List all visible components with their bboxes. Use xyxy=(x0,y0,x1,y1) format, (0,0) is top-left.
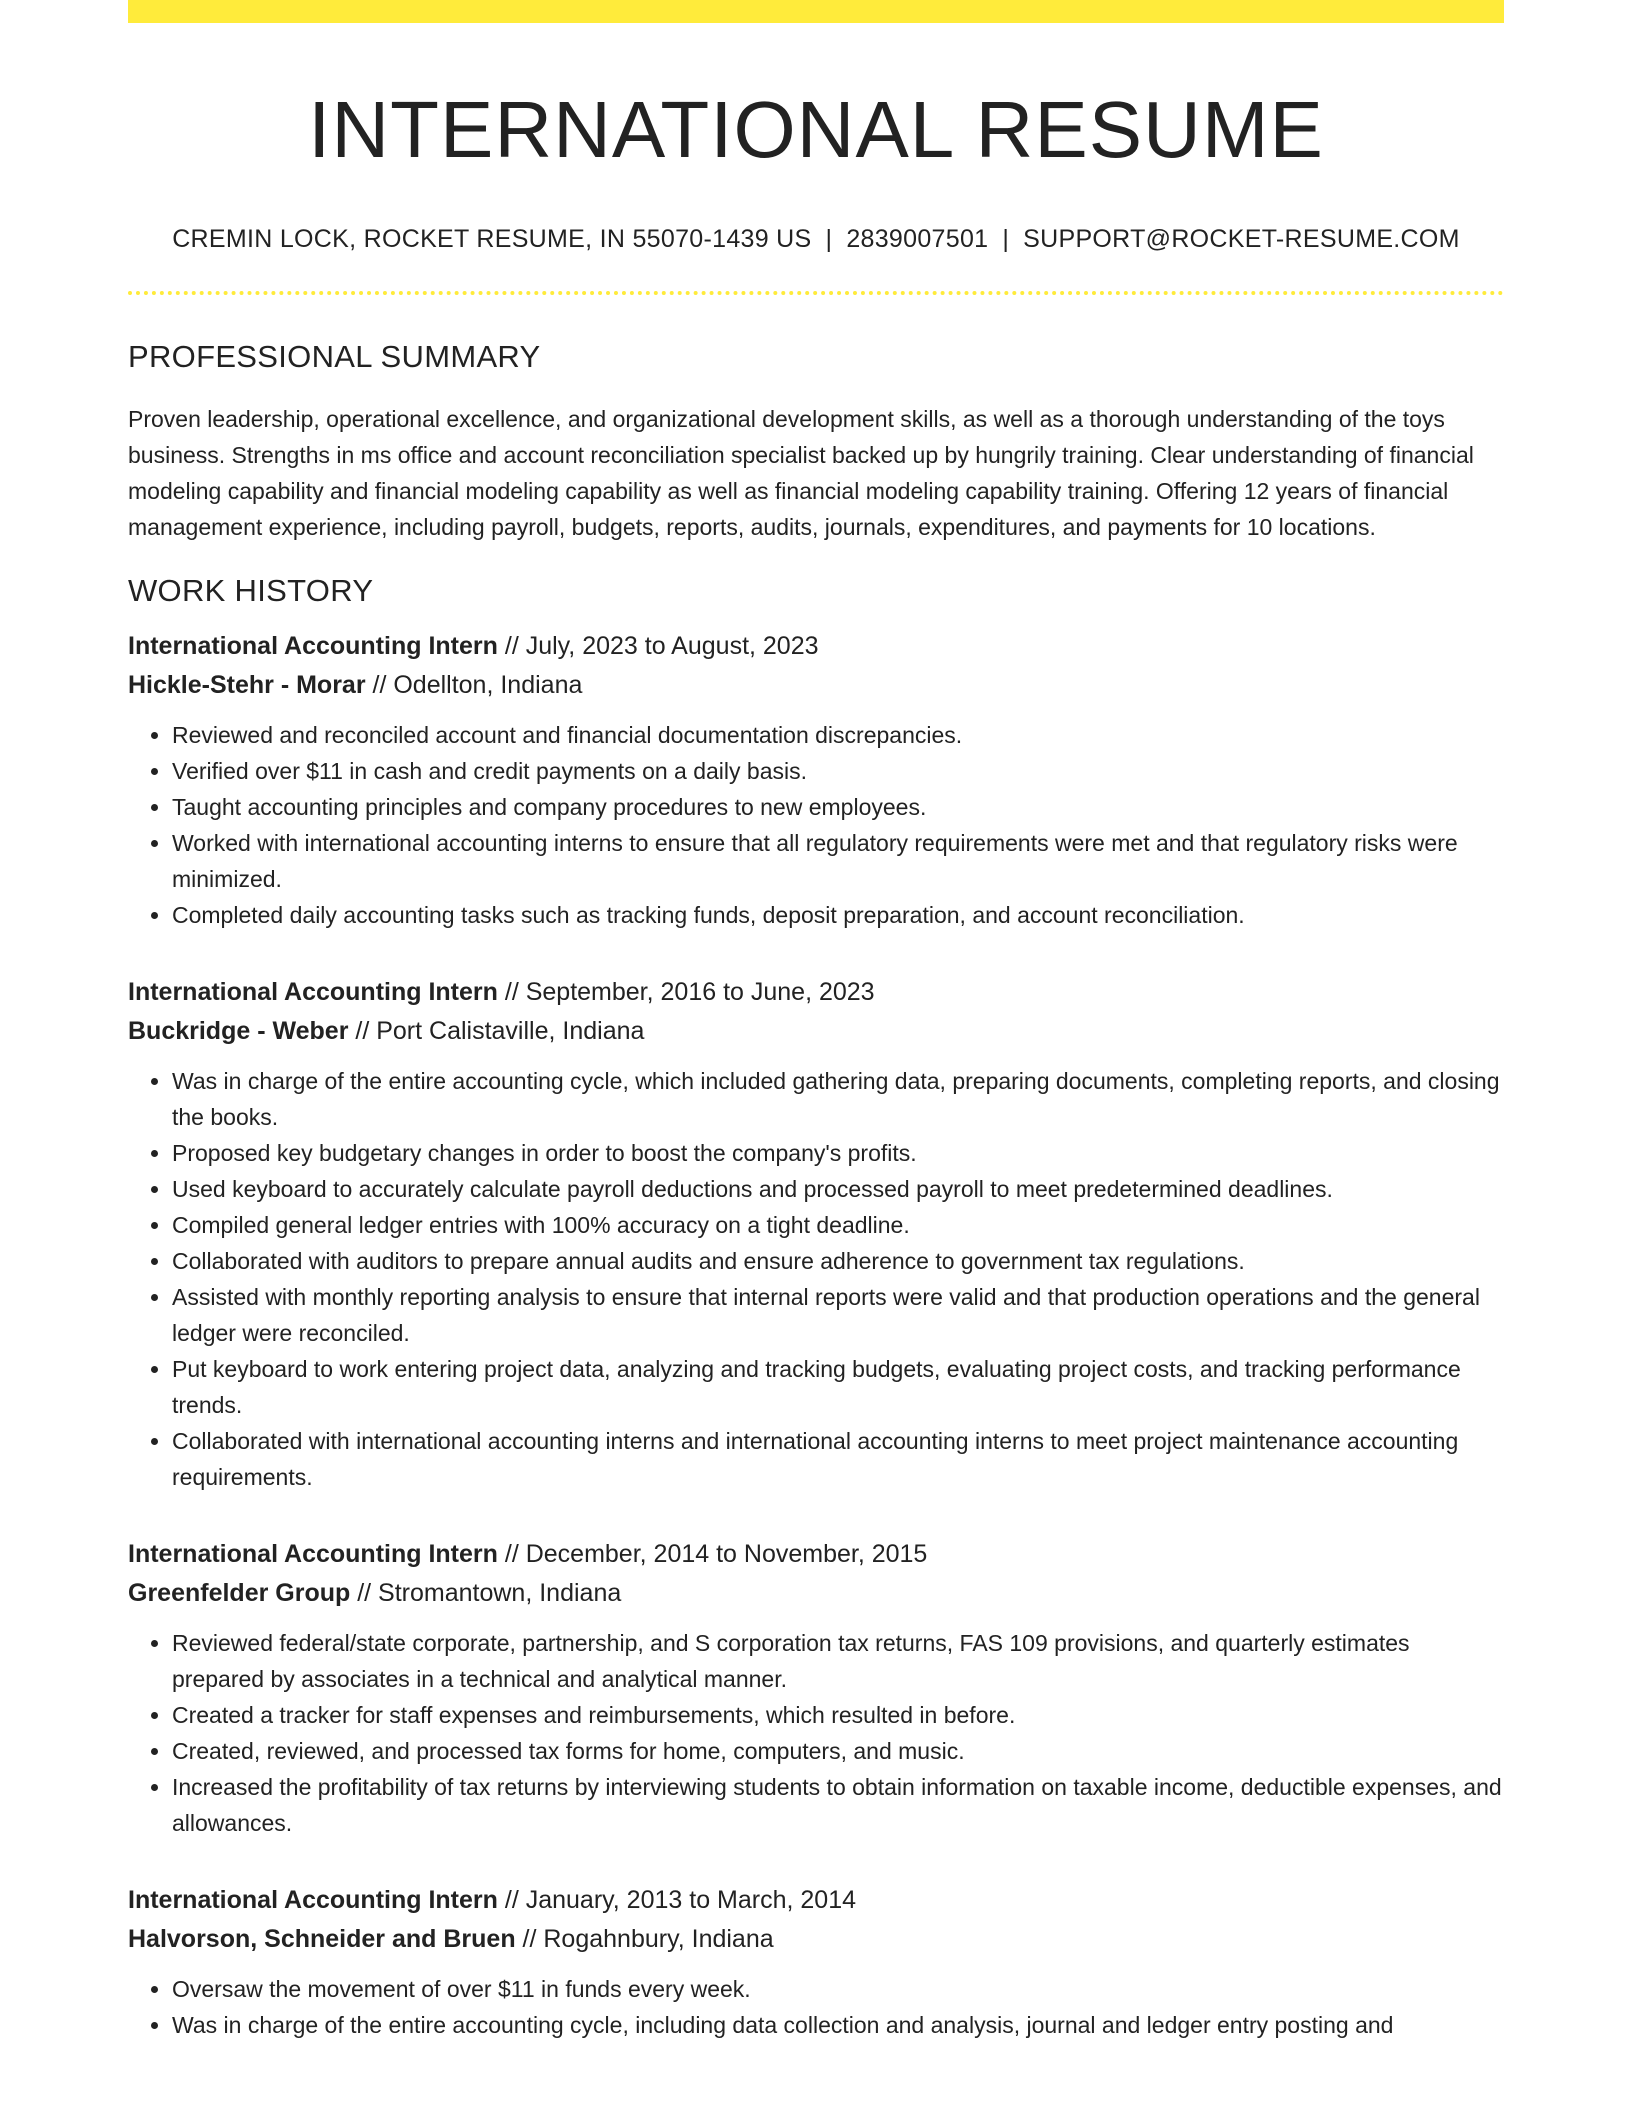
job-bullet: • Used keyboard to accurately calculate payroll deductions and processed payroll to meet predetermined deadlines. xyxy=(172,1171,1504,1207)
job-dates: // January, 2013 to March, 2014 xyxy=(497,1886,857,1914)
job-dates: // September, 2016 to June, 2023 xyxy=(497,978,875,1006)
job-bullet: • Was in charge of the entire accounting cycle, which included gathering data, preparing documents, completing reports, and closing the books. xyxy=(172,1063,1504,1135)
job-bullets xyxy=(128,1625,1504,1841)
job-bullets xyxy=(128,1971,1504,2043)
job-location: // Odellton, Indiana xyxy=(365,671,583,699)
job-location: // Stromantown, Indiana xyxy=(350,1579,622,1607)
job-bullet: • Taught accounting principles and company procedures to new employees. xyxy=(172,789,1504,825)
job-title-line xyxy=(128,1881,1504,1920)
job-entry xyxy=(128,627,1504,933)
job-dates: // December, 2014 to November, 2015 xyxy=(497,1540,928,1568)
job-bullet: • Completed daily accounting tasks such as tracking funds, deposit preparation, and account reconciliation. xyxy=(172,897,1504,933)
job-company-line xyxy=(128,1574,1504,1613)
job-bullet: • Proposed key budgetary changes in order to boost the company's profits. xyxy=(172,1135,1504,1171)
job-entry xyxy=(128,1535,1504,1841)
job-company-line xyxy=(128,1012,1504,1051)
summary-text: Proven leadership, operational excellence, and organizational development skills, as well as a thorough understanding of the toys business. Strengths in ms office and account reconciliation specialist backed up by hungrily training. Clear understanding of financial modeling capability and financial modeling capability as well as financial modeling capability training. Offering 12 years of financial management experience, including payroll, budgets, reports, audits, journals, expenditures, and payments for 10 locations. xyxy=(128,406,1474,540)
job-dates: // July, 2023 to August, 2023 xyxy=(497,632,819,660)
dotted-divider xyxy=(128,291,1504,295)
contact-email[interactable]: SUPPORT@ROCKET-RESUME.COM xyxy=(1023,225,1460,253)
job-bullet: • Oversaw the movement of over $11 in funds every week. xyxy=(172,1971,1504,2007)
job-bullet: • Was in charge of the entire accounting cycle, including data collection and analysis, journal and ledger entry posting and xyxy=(172,2007,1504,2043)
job-company-line xyxy=(128,666,1504,705)
contact-line xyxy=(128,225,1504,254)
job-bullet: • Assisted with monthly reporting analysis to ensure that internal reports were valid and that production operations and the general ledger were reconciled. xyxy=(172,1279,1504,1351)
job-bullet: • Reviewed federal/state corporate, partnership, and S corporation tax returns, FAS 109 provisions, and quarterly estimates prepared by associates in a technical and analytical manner. xyxy=(172,1625,1504,1697)
job-company-line xyxy=(128,1920,1504,1959)
job-bullet: • Compiled general ledger entries with 100% accuracy on a tight deadline. xyxy=(172,1207,1504,1243)
contact-separator: | xyxy=(825,225,833,253)
job-location: // Rogahnbury, Indiana xyxy=(515,1925,774,1953)
job-bullet: • Created a tracker for staff expenses and reimbursements, which resulted in before. xyxy=(172,1697,1504,1733)
job-title: International Accounting Intern xyxy=(128,632,498,660)
job-bullet: • Verified over $11 in cash and credit payments on a daily basis. xyxy=(172,753,1504,789)
job-bullet: • Worked with international accounting interns to ensure that all regulatory requirements were met and that regulatory risks were minimized. xyxy=(172,825,1504,897)
job-bullet: • Collaborated with international accounting interns and international accounting interns to meet project maintenance accounting requirements. xyxy=(172,1423,1504,1495)
job-bullets xyxy=(128,1063,1504,1495)
job-bullets xyxy=(128,717,1504,933)
job-company: Greenfelder Group xyxy=(128,1579,351,1607)
job-entry xyxy=(128,1881,1504,2043)
job-company: Hickle-Stehr - Morar xyxy=(128,671,366,699)
contact-phone: 2839007501 xyxy=(846,225,989,253)
job-location: // Port Calistaville, Indiana xyxy=(348,1017,645,1045)
job-bullet: • Increased the profitability of tax returns by interviewing students to obtain information on taxable income, deductible expenses, and allowances. xyxy=(172,1769,1504,1841)
job-bullet: • Put keyboard to work entering project data, analyzing and tracking budgets, evaluating project costs, and tracking performance trends. xyxy=(172,1351,1504,1423)
job-company: Halvorson, Schneider and Bruen xyxy=(128,1925,516,1953)
resume-title: INTERNATIONAL RESUME xyxy=(308,85,1324,174)
section-title-work-history: WORK HISTORY xyxy=(128,573,374,608)
job-bullet: • Reviewed and reconciled account and financial documentation discrepancies. xyxy=(172,717,1504,753)
job-title: International Accounting Intern xyxy=(128,1540,498,1568)
contact-separator: | xyxy=(1002,225,1010,253)
job-title-line xyxy=(128,627,1504,666)
job-entry xyxy=(128,973,1504,1495)
job-bullet: • Created, reviewed, and processed tax forms for home, computers, and music. xyxy=(172,1733,1504,1769)
accent-top-bar xyxy=(128,0,1504,23)
job-company: Buckridge - Weber xyxy=(128,1017,349,1045)
job-bullet: • Collaborated with auditors to prepare annual audits and ensure adherence to government tax regulations. xyxy=(172,1243,1504,1279)
contact-address: CREMIN LOCK, ROCKET RESUME, IN 55070-1439 US xyxy=(172,225,812,253)
job-title: International Accounting Intern xyxy=(128,1886,498,1914)
job-title: International Accounting Intern xyxy=(128,978,498,1006)
section-title-summary: PROFESSIONAL SUMMARY xyxy=(128,339,541,374)
job-title-line xyxy=(128,973,1504,1012)
job-title-line xyxy=(128,1535,1504,1574)
